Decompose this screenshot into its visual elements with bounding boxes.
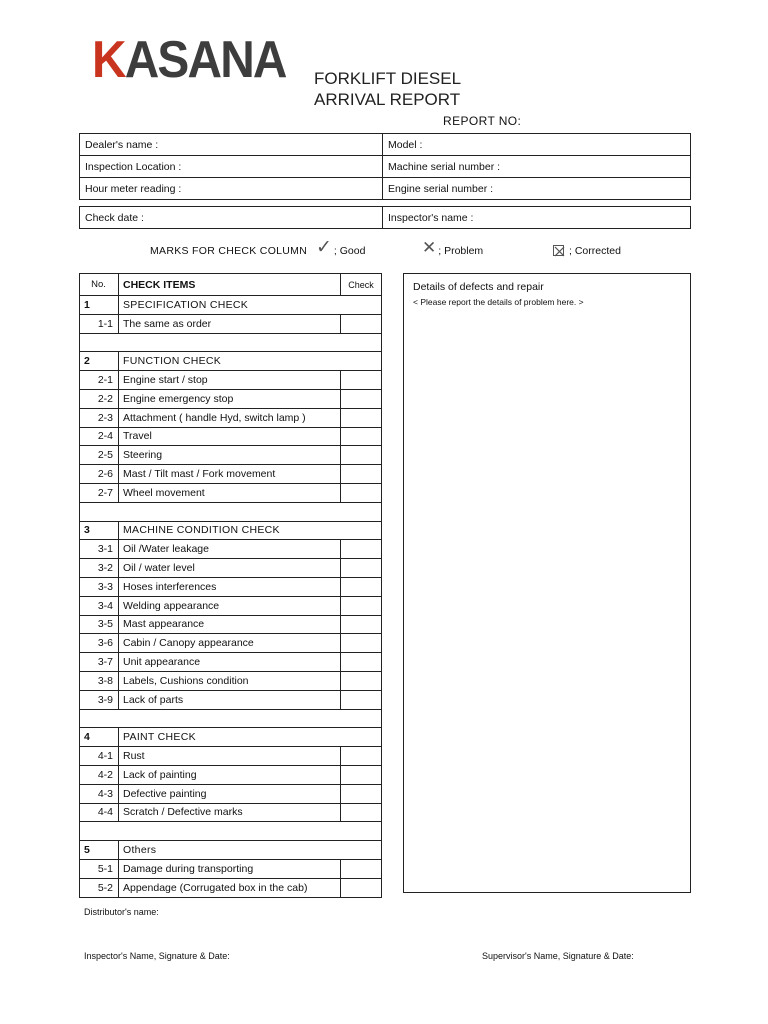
dealer-name-field[interactable]: Dealer's name : xyxy=(80,134,383,156)
check-cell[interactable] xyxy=(341,596,382,615)
section-check-cell xyxy=(341,352,382,371)
item-number: 3-1 xyxy=(80,540,119,559)
dealer-info-table xyxy=(79,133,691,200)
item-number: 4-3 xyxy=(80,784,119,803)
item-number: 2-4 xyxy=(80,427,119,446)
item-number: 3-5 xyxy=(80,615,119,634)
item-label: Cabin / Canopy appearance xyxy=(119,634,341,653)
section-row xyxy=(80,841,382,860)
check-item-row xyxy=(80,690,382,709)
item-label: Engine start / stop xyxy=(119,371,341,390)
section-number: 1 xyxy=(80,296,119,315)
spacer-row xyxy=(80,502,382,521)
item-number: 5-2 xyxy=(80,878,119,897)
item-label: Labels, Cushions condition xyxy=(119,671,341,690)
check-cell[interactable] xyxy=(341,859,382,878)
check-cell[interactable] xyxy=(341,671,382,690)
check-cell[interactable] xyxy=(341,878,382,897)
supervisor-signature-label: Supervisor's Name, Signature & Date: xyxy=(482,951,634,961)
model-field[interactable]: Model : xyxy=(383,134,691,156)
info-row xyxy=(80,156,691,178)
inspector-signature-label: Inspector's Name, Signature & Date: xyxy=(84,951,230,961)
mark-corrected xyxy=(553,243,621,257)
item-label: Attachment ( handle Hyd, switch lamp ) xyxy=(119,408,341,427)
section-check-cell xyxy=(341,841,382,860)
report-number-label: REPORT NO: xyxy=(443,114,522,128)
item-label: Unit appearance xyxy=(119,653,341,672)
section-row xyxy=(80,352,382,371)
check-item-row xyxy=(80,803,382,822)
spacer-cell xyxy=(80,709,382,728)
info-row xyxy=(80,178,691,200)
item-number: 2-6 xyxy=(80,465,119,484)
item-number: 4-1 xyxy=(80,747,119,766)
cross-icon: ✕ xyxy=(422,238,437,257)
header-check-items: CHECK ITEMS xyxy=(119,274,341,296)
item-number: 2-2 xyxy=(80,389,119,408)
item-number: 4-4 xyxy=(80,803,119,822)
check-item-row xyxy=(80,596,382,615)
check-cell[interactable] xyxy=(341,465,382,484)
check-items-table xyxy=(79,273,382,898)
item-label: Oil /Water leakage xyxy=(119,540,341,559)
item-number: 2-7 xyxy=(80,483,119,502)
title-line-1: FORKLIFT DIESEL xyxy=(314,69,462,88)
mark-good-label: ; Good xyxy=(333,245,366,257)
check-cell[interactable] xyxy=(341,634,382,653)
section-number: 3 xyxy=(80,521,119,540)
item-label: Defective painting xyxy=(119,784,341,803)
check-item-row xyxy=(80,389,382,408)
check-item-row xyxy=(80,446,382,465)
distributor-name-label: Distributor's name: xyxy=(84,907,159,917)
marks-legend-label: MARKS FOR CHECK COLUMN xyxy=(150,245,308,257)
kasana-logo xyxy=(92,31,286,89)
checkmark-icon: ✓ xyxy=(316,237,332,258)
check-item-row xyxy=(80,408,382,427)
check-item-row xyxy=(80,878,382,897)
defects-hint: < Please report the details of problem here. > xyxy=(413,297,584,307)
check-item-row xyxy=(80,765,382,784)
check-cell[interactable] xyxy=(341,483,382,502)
crossed-box-icon xyxy=(553,245,564,256)
section-row xyxy=(80,728,382,747)
mark-good xyxy=(316,238,365,257)
check-cell[interactable] xyxy=(341,408,382,427)
spacer-cell xyxy=(80,502,382,521)
inspector-name-field[interactable]: Inspector's name : xyxy=(383,207,691,229)
inspection-location-field[interactable]: Inspection Location : xyxy=(80,156,383,178)
defects-title: Details of defects and repair xyxy=(413,281,544,293)
item-number: 3-2 xyxy=(80,559,119,578)
check-item-row xyxy=(80,784,382,803)
info-row xyxy=(80,207,691,229)
item-label: Mast appearance xyxy=(119,615,341,634)
check-item-row xyxy=(80,559,382,578)
check-item-row xyxy=(80,371,382,390)
check-cell[interactable] xyxy=(341,540,382,559)
check-cell[interactable] xyxy=(341,615,382,634)
check-item-row xyxy=(80,671,382,690)
item-label: Lack of painting xyxy=(119,765,341,784)
section-title: FUNCTION CHECK xyxy=(119,352,341,371)
item-label: Appendage (Corrugated box in the cab) xyxy=(119,878,341,897)
section-check-cell xyxy=(341,521,382,540)
section-check-cell xyxy=(341,296,382,315)
check-cell[interactable] xyxy=(341,559,382,578)
section-title: Others xyxy=(119,841,341,860)
item-label: Steering xyxy=(119,446,341,465)
check-cell[interactable] xyxy=(341,747,382,766)
check-item-row xyxy=(80,427,382,446)
section-number: 5 xyxy=(80,841,119,860)
title-line-2: ARRIVAL REPORT xyxy=(314,90,461,109)
item-number: 5-1 xyxy=(80,859,119,878)
check-cell[interactable] xyxy=(341,653,382,672)
check-item-row xyxy=(80,314,382,333)
check-item-row xyxy=(80,615,382,634)
item-number: 3-8 xyxy=(80,671,119,690)
check-date-field[interactable]: Check date : xyxy=(80,207,383,229)
item-number: 4-2 xyxy=(80,765,119,784)
check-cell[interactable] xyxy=(341,427,382,446)
section-title: MACHINE CONDITION CHECK xyxy=(119,521,341,540)
logo-letter-k: K xyxy=(92,31,125,89)
check-item-row xyxy=(80,465,382,484)
item-label: Wheel movement xyxy=(119,483,341,502)
section-title: SPECIFICATION CHECK xyxy=(119,296,341,315)
section-title: PAINT CHECK xyxy=(119,728,341,747)
item-number: 3-6 xyxy=(80,634,119,653)
check-date-table xyxy=(79,206,691,229)
item-label: Rust xyxy=(119,747,341,766)
item-number: 2-3 xyxy=(80,408,119,427)
logo-letters: ASANA xyxy=(124,31,286,89)
item-number: 2-5 xyxy=(80,446,119,465)
item-label: Engine emergency stop xyxy=(119,389,341,408)
item-label: Hoses interferences xyxy=(119,577,341,596)
section-number: 4 xyxy=(80,728,119,747)
mark-corrected-label: ; Corrected xyxy=(569,245,621,257)
item-number: 1-1 xyxy=(80,314,119,333)
item-number: 3-9 xyxy=(80,690,119,709)
item-number: 3-7 xyxy=(80,653,119,672)
check-item-row xyxy=(80,747,382,766)
item-label: The same as order xyxy=(119,314,341,333)
section-row xyxy=(80,296,382,315)
check-cell[interactable] xyxy=(341,803,382,822)
item-label: Lack of parts xyxy=(119,690,341,709)
defects-details-box[interactable] xyxy=(403,273,691,893)
spacer-row xyxy=(80,333,382,352)
item-number: 3-4 xyxy=(80,596,119,615)
check-cell[interactable] xyxy=(341,314,382,333)
header-no: No. xyxy=(80,274,119,296)
machine-serial-field[interactable]: Machine serial number : xyxy=(383,156,691,178)
check-cell[interactable] xyxy=(341,765,382,784)
check-table-header xyxy=(80,274,382,296)
check-cell[interactable] xyxy=(341,577,382,596)
mark-problem-label: ; Problem xyxy=(438,245,484,257)
section-row xyxy=(80,521,382,540)
check-item-row xyxy=(80,577,382,596)
check-cell[interactable] xyxy=(341,371,382,390)
item-number: 2-1 xyxy=(80,371,119,390)
item-label: Travel xyxy=(119,427,341,446)
section-check-cell xyxy=(341,728,382,747)
info-row xyxy=(80,134,691,156)
check-item-row xyxy=(80,540,382,559)
section-number: 2 xyxy=(80,352,119,371)
header-check: Check xyxy=(341,274,382,296)
hour-meter-field[interactable]: Hour meter reading : xyxy=(80,178,383,200)
item-label: Welding appearance xyxy=(119,596,341,615)
item-label: Damage during transporting xyxy=(119,859,341,878)
spacer-row xyxy=(80,709,382,728)
item-label: Oil / water level xyxy=(119,559,341,578)
spacer-cell xyxy=(80,822,382,841)
check-cell[interactable] xyxy=(341,690,382,709)
check-cell[interactable] xyxy=(341,784,382,803)
mark-problem xyxy=(422,238,483,257)
item-label: Mast / Tilt mast / Fork movement xyxy=(119,465,341,484)
check-item-row xyxy=(80,634,382,653)
engine-serial-field[interactable]: Engine serial number : xyxy=(383,178,691,200)
check-cell[interactable] xyxy=(341,446,382,465)
check-cell[interactable] xyxy=(341,389,382,408)
check-item-row xyxy=(80,483,382,502)
check-item-row xyxy=(80,653,382,672)
check-item-row xyxy=(80,859,382,878)
item-label: Scratch / Defective marks xyxy=(119,803,341,822)
item-number: 3-3 xyxy=(80,577,119,596)
spacer-row xyxy=(80,822,382,841)
report-title xyxy=(314,68,461,110)
spacer-cell xyxy=(80,333,382,352)
